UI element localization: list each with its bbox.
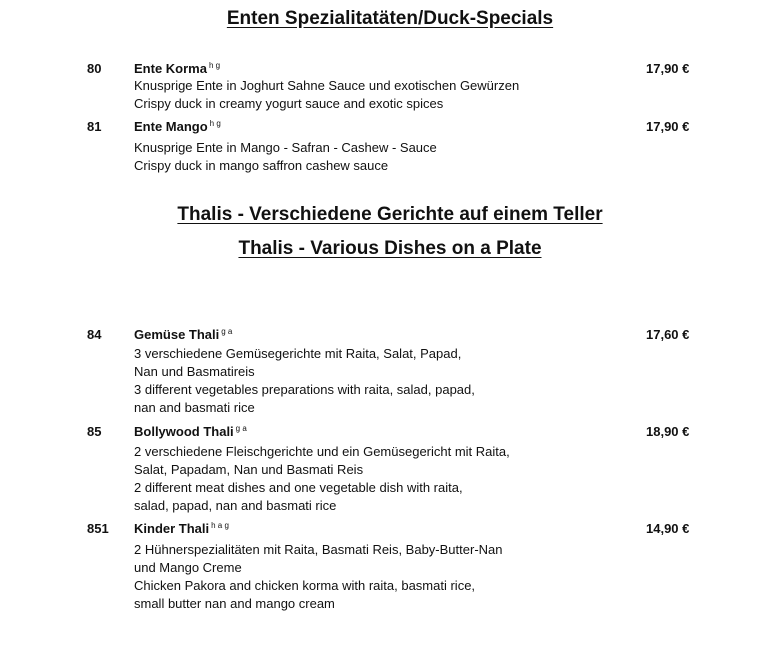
- item-description: [134, 541, 503, 613]
- item-number: 81: [87, 119, 102, 134]
- item-description: [134, 443, 510, 515]
- item-price: 14,90 €: [646, 521, 690, 536]
- section-title-thalis-de: Thalis - Verschiedene Gerichte auf einem Teller: [177, 204, 603, 225]
- description-line: 3 different vegetables preparations with raita, salad, papad,: [134, 382, 475, 397]
- item-price: 17,60 €: [646, 327, 690, 342]
- description-line: Knusprige Ente in Joghurt Sahne Sauce und exotischen Gewürzen: [134, 78, 520, 93]
- item-name: Gemüse Thali $^{g a}$: [134, 327, 233, 342]
- item-name: Ente Korma $^{h g}$: [134, 61, 221, 76]
- item-number: 851: [87, 521, 109, 536]
- item-description: [134, 139, 437, 175]
- item-price: 17,90 €: [646, 119, 690, 134]
- description-line: 3 verschiedene Gemüsegerichte mit Raita, Salat, Papad,: [134, 346, 462, 361]
- allergen-codes: h a g: [211, 521, 229, 530]
- allergen-codes: g a: [235, 424, 247, 433]
- item-description: [134, 77, 519, 113]
- description-line: Chicken Pakora and chicken korma with raita, basmati rice,: [134, 578, 476, 593]
- description-line: Crispy duck in mango saffron cashew sauce: [134, 158, 389, 173]
- item-name: Bollywood Thali $^{g a}$: [134, 424, 247, 439]
- item-number: 80: [87, 61, 102, 76]
- description-line: Salat, Papadam, Nan und Basmati Reis: [134, 462, 364, 477]
- description-line: nan and basmati rice: [134, 400, 255, 415]
- allergen-codes: g a: [221, 327, 233, 336]
- description-line: Nan und Basmatireis: [134, 364, 255, 379]
- item-number: 85: [87, 424, 102, 439]
- section-title-thalis-en: Thalis - Various Dishes on a Plate: [238, 238, 542, 259]
- description-line: small butter nan and mango cream: [134, 596, 335, 611]
- section-title-duck: Enten Spezialitatäten/Duck-Specials: [226, 8, 554, 29]
- description-line: Crispy duck in creamy yogurt sauce and exotic spices: [134, 96, 444, 111]
- description-line: 2 different meat dishes and one vegetable dish with raita,: [134, 480, 463, 495]
- description-line: salad, papad, nan and basmati rice: [134, 498, 337, 513]
- description-line: und Mango Creme: [134, 560, 242, 575]
- item-name: Kinder Thali $^{h a g}$: [134, 521, 229, 536]
- item-description: [134, 345, 475, 417]
- item-price: 17,90 €: [646, 61, 690, 76]
- item-price: 18,90 €: [646, 424, 690, 439]
- description-line: Knusprige Ente in Mango - Safran - Cashew - Sauce: [134, 140, 437, 155]
- item-name: Ente Mango $^{h g}$: [134, 119, 221, 134]
- description-line: 2 Hühnerspezialitäten mit Raita, Basmati Reis, Baby-Butter-Nan: [134, 542, 503, 557]
- allergen-codes: h g: [208, 61, 221, 70]
- allergen-codes: h g: [209, 119, 221, 128]
- item-number: 84: [87, 327, 102, 342]
- description-line: 2 verschiedene Fleischgerichte und ein Gemüsegericht mit Raita,: [134, 444, 510, 459]
